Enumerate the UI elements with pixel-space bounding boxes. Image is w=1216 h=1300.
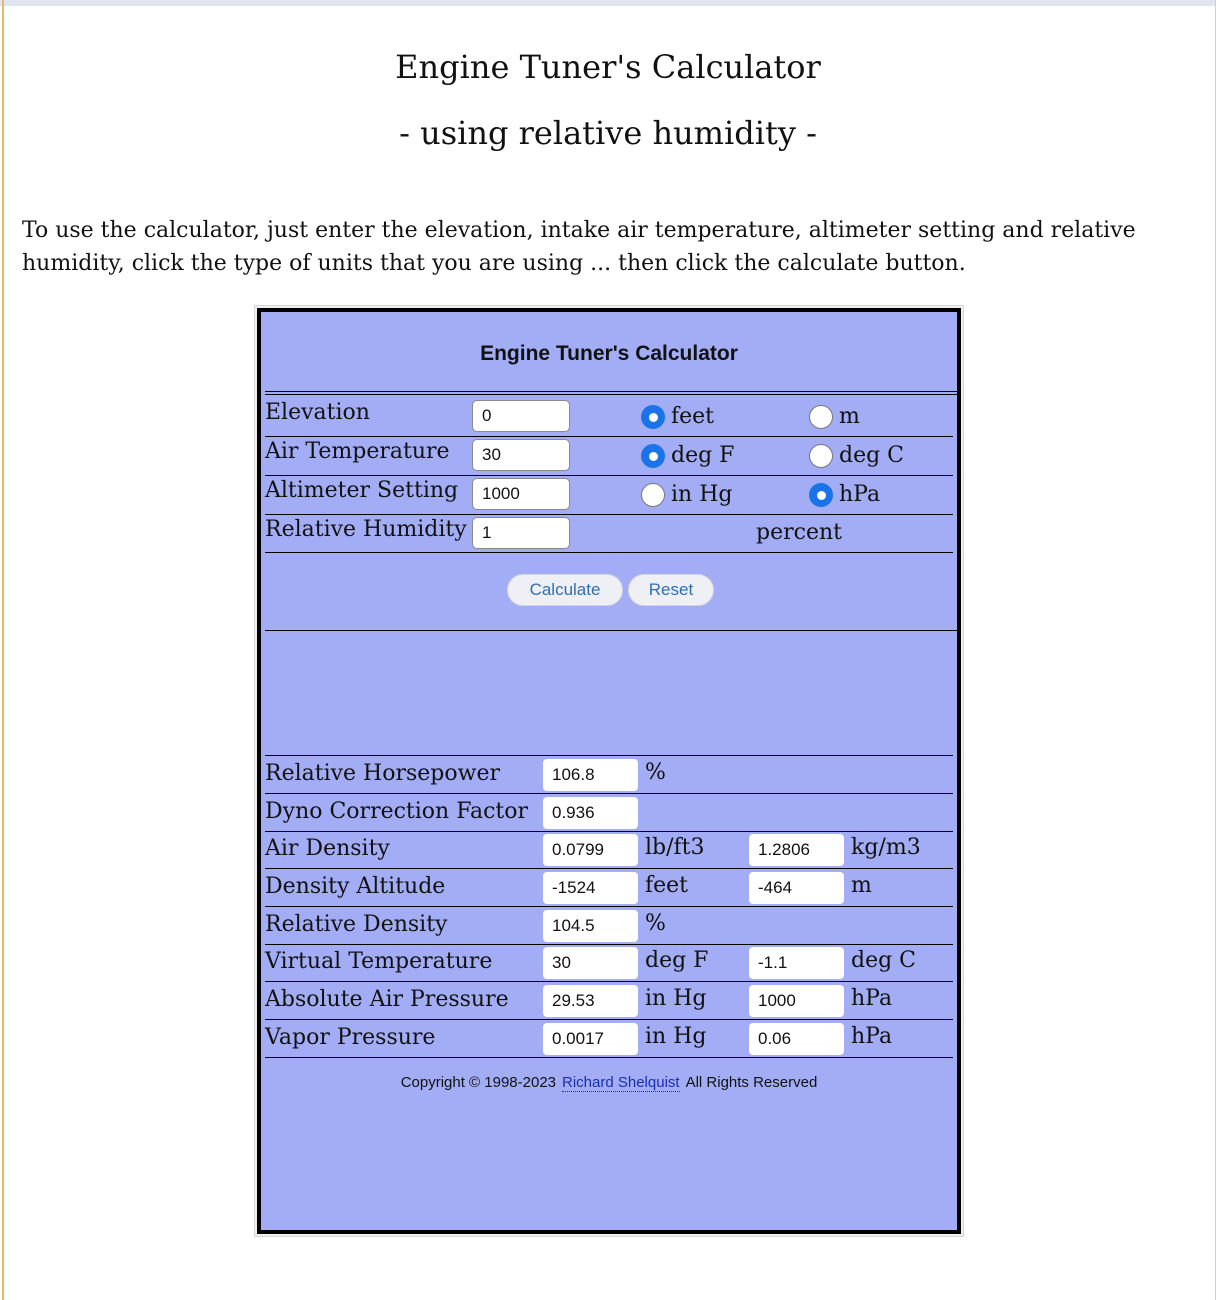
row-divider (265, 981, 953, 982)
section-divider (265, 630, 957, 631)
reset-button[interactable]: Reset (628, 574, 714, 606)
dyno-correction-factor-output[interactable]: 0.936 (543, 797, 638, 829)
altimeter-hpa-label[interactable]: hPa (839, 482, 881, 507)
virtual-temperature-c-unit: deg C (851, 948, 917, 973)
altimeter-setting-input[interactable]: 1000 (472, 478, 570, 510)
air-density-kg-output[interactable]: 1.2806 (749, 834, 844, 866)
relative-density-label: Relative Density (265, 912, 448, 937)
browser-top-strip (0, 0, 1216, 6)
vapor-pressure-hpa-output[interactable]: 0.06 (749, 1023, 844, 1055)
absolute-air-pressure-inhg-unit: in Hg (645, 986, 707, 1011)
copyright-prefix: Copyright © 1998-2023 (400, 1074, 557, 1091)
altimeter-setting-label: Altimeter Setting (265, 478, 459, 503)
relative-humidity-label: Relative Humidity (265, 517, 467, 542)
absolute-air-pressure-hpa-unit: hPa (851, 986, 893, 1011)
humidity-unit: percent (756, 520, 842, 545)
author-link[interactable]: Richard Shelquist (562, 1074, 680, 1091)
temp-deg-c-label[interactable]: deg C (839, 443, 905, 468)
temp-deg-f-radio[interactable] (641, 444, 665, 468)
density-altitude-m-output[interactable]: -464 (749, 872, 844, 904)
row-divider (265, 436, 953, 437)
vapor-pressure-inhg-unit: in Hg (645, 1024, 707, 1049)
row-divider (265, 514, 953, 515)
vapor-pressure-hpa-unit: hPa (851, 1024, 893, 1049)
row-divider (265, 831, 953, 832)
air-density-label: Air Density (265, 836, 390, 861)
virtual-temperature-label: Virtual Temperature (265, 949, 493, 974)
dyno-correction-factor-label: Dyno Correction Factor (265, 799, 529, 824)
copyright-suffix: All Rights Reserved (685, 1074, 818, 1091)
temp-deg-f-label[interactable]: deg F (671, 443, 735, 468)
relative-horsepower-unit: % (645, 760, 666, 785)
calculator-panel (257, 308, 961, 1234)
divider (265, 391, 957, 395)
elevation-feet-radio[interactable] (641, 405, 665, 429)
air-density-lb-unit: lb/ft3 (645, 835, 705, 860)
virtual-temperature-f-unit: deg F (645, 948, 709, 973)
page-title: Engine Tuner's Calculator (395, 48, 821, 86)
left-edge-line (2, 0, 4, 1300)
row-divider (265, 475, 953, 476)
altimeter-in-hg-label[interactable]: in Hg (671, 482, 733, 507)
absolute-air-pressure-hpa-output[interactable]: 1000 (749, 985, 844, 1017)
elevation-label: Elevation (265, 400, 370, 425)
altimeter-hpa-radio[interactable] (809, 483, 833, 507)
air-density-kg-unit: kg/m3 (851, 835, 921, 860)
intro-text: To use the calculator, just enter the elevation, intake air temperature, altimeter setting and relative humidity, click the type of units that you are using ... then click the calculate button. (22, 218, 1136, 276)
relative-density-output[interactable]: 104.5 (543, 910, 638, 942)
calculate-button[interactable]: Calculate (507, 574, 623, 606)
air-temperature-label: Air Temperature (265, 439, 450, 464)
copyright-line (261, 1074, 957, 1091)
density-altitude-m-unit: m (851, 873, 872, 898)
elevation-m-radio[interactable] (809, 405, 833, 429)
relative-horsepower-output[interactable]: 106.8 (543, 759, 638, 791)
row-divider (265, 552, 953, 553)
elevation-feet-label[interactable]: feet (671, 404, 715, 429)
row-divider (265, 793, 953, 794)
row-divider (265, 1057, 953, 1058)
temp-deg-c-radio[interactable] (809, 444, 833, 468)
calculator-title: Engine Tuner's Calculator (480, 342, 738, 365)
virtual-temperature-f-output[interactable]: 30 (543, 947, 638, 979)
row-divider (265, 906, 953, 907)
vapor-pressure-inhg-output[interactable]: 0.0017 (543, 1023, 638, 1055)
elevation-m-label[interactable]: m (839, 404, 860, 429)
elevation-input[interactable]: 0 (472, 400, 570, 432)
row-divider (265, 944, 953, 945)
row-divider (265, 868, 953, 869)
density-altitude-feet-unit: feet (645, 873, 689, 898)
altimeter-in-hg-radio[interactable] (641, 483, 665, 507)
vapor-pressure-label: Vapor Pressure (265, 1025, 436, 1050)
relative-density-unit: % (645, 911, 666, 936)
air-temperature-input[interactable]: 30 (472, 439, 570, 471)
absolute-air-pressure-label: Absolute Air Pressure (265, 987, 509, 1012)
page-subtitle: - using relative humidity - (399, 114, 817, 152)
absolute-air-pressure-inhg-output[interactable]: 29.53 (543, 985, 638, 1017)
relative-humidity-input[interactable]: 1 (472, 517, 570, 549)
row-divider (265, 1019, 953, 1020)
density-altitude-feet-output[interactable]: -1524 (543, 872, 638, 904)
row-divider (265, 755, 953, 756)
density-altitude-label: Density Altitude (265, 874, 446, 899)
air-density-lb-output[interactable]: 0.0799 (543, 834, 638, 866)
relative-horsepower-label: Relative Horsepower (265, 761, 501, 786)
virtual-temperature-c-output[interactable]: -1.1 (749, 947, 844, 979)
